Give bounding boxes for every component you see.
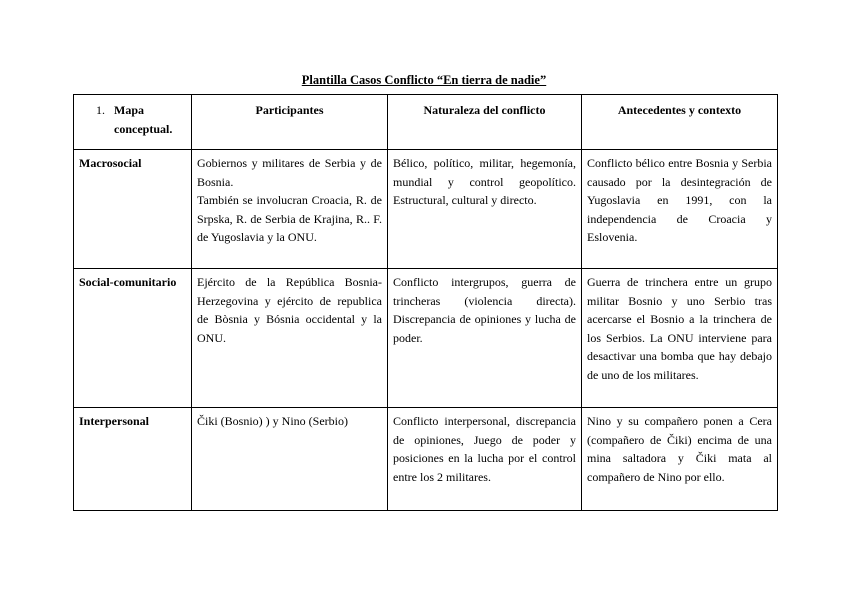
row-level-label: Social-comunitario xyxy=(74,269,192,408)
antecedentes-cell: Conflicto bélico entre Bosnia y Serbia causado por la desintegración de Yugoslavia en 1991, con la independencia de Croacia y Eslovenia. xyxy=(582,150,778,269)
naturaleza-cell: Conflicto interpersonal, discrepancia de opiniones, Juego de poder y posiciones en la lucha por el control entre los 2 militares. xyxy=(388,408,582,511)
header-participantes: Participantes xyxy=(192,95,388,150)
participantes-cell xyxy=(192,150,388,269)
naturaleza-cell: Bélico, político, militar, hegemonía, mundial y control geopolítico. Estructural, cultural y directo. xyxy=(388,150,582,269)
header-mapa-line2: conceptual. xyxy=(114,121,173,136)
list-number: 1. xyxy=(96,103,105,117)
conflict-table xyxy=(73,94,778,511)
participantes-cell: Čiki (Bosnio) ) y Nino (Serbio) xyxy=(192,408,388,511)
participantes-text: Gobiernos y militares de Serbia y de Bosnia. xyxy=(197,156,382,189)
row-level-label: Interpersonal xyxy=(74,408,192,511)
naturaleza-cell: Conflicto intergrupos, guerra de trincheras (violencia directa). Discrepancia de opiniones y lucha de poder. xyxy=(388,269,582,408)
header-mapa-conceptual xyxy=(74,95,192,150)
participantes-text-extra: También se involucran Croacia, R. de Srpska, R. de Serbia de Krajina, R.. F. de Yugoslavia y la ONU. xyxy=(197,193,382,244)
row-level-label: Macrosocial xyxy=(74,150,192,269)
participantes-cell: Ejército de la República Bosnia-Herzegovina y ejército de republica de Bòsnia y Bósnia occidental y la ONU. xyxy=(192,269,388,408)
table-row xyxy=(74,269,778,408)
document-title: Plantilla Casos Conflicto “En tierra de nadie” xyxy=(301,73,547,87)
header-mapa-line1: Mapa xyxy=(114,103,144,117)
antecedentes-cell: Guerra de trinchera entre un grupo militar Bosnio y uno Serbio tras acercarse el Bosnio a la trinchera de los Serbios. La ONU interviene para desactivar una bomba que hay debajo de uno de los militares. xyxy=(582,269,778,408)
antecedentes-cell: Nino y su compañero ponen a Cera (compañero de Čiki) encima de una mina saltadora y Čiki mata al compañero de Nino por ello. xyxy=(582,408,778,511)
table-row xyxy=(74,150,778,269)
header-antecedentes: Antecedentes y contexto xyxy=(582,95,778,150)
table-row xyxy=(74,408,778,511)
header-naturaleza: Naturaleza del conflicto xyxy=(388,95,582,150)
header-row xyxy=(74,95,778,150)
